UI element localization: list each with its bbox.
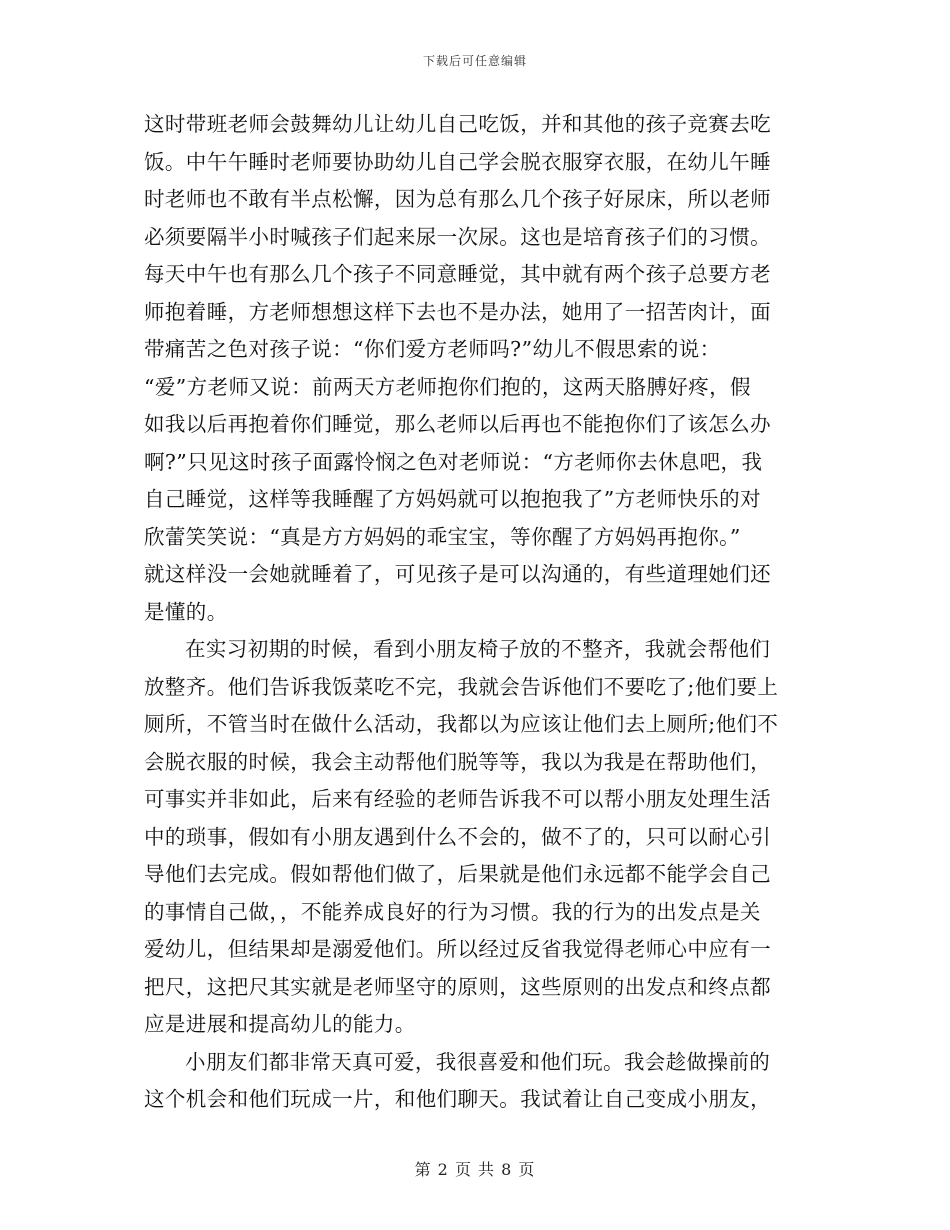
text-line: 如我以后再抱着你们睡觉，那么老师以后再也不能抱你们了该怎么办 xyxy=(144,412,771,436)
text-line: 放整齐。他们告诉我饭菜吃不完，我就会告诉他们不要吃了;他们要上 xyxy=(144,674,779,699)
text-line: 的事情自己做，，不能养成良好的行为习惯。我的行为的出发点是关 xyxy=(144,899,761,924)
text-line: 啊?”只见这时孩子面露怜悯之色对老师说：“方老师你去休息吧，我 xyxy=(144,449,763,474)
paragraph-start-line: 小朋友们都非常天真可爱，我很喜爱和他们玩。我会趁做操前的 xyxy=(185,1049,771,1074)
text-line: 把尺，这把尺其实就是老师坚守的原则，这些原则的出发点和终点都 xyxy=(144,974,771,999)
text-line: 时老师也不敢有半点松懈，因为总有那么几个孩子好尿床，所以老师 xyxy=(144,187,771,211)
text-line: 每天中午也有那么几个孩子不同意睡觉，其中就有两个孩子总要方老 xyxy=(144,262,771,286)
text-line: 这个机会和他们玩成一片，和他们聊天。我试着让自己变成小朋友， xyxy=(144,1087,771,1111)
page-header: 下载后可任意编辑 xyxy=(422,54,527,68)
text-line: 就这样没一会她就睡着了，可见孩子是可以沟通的，有些道理她们还 xyxy=(144,562,771,586)
document-body xyxy=(144,106,808,1119)
text-line: 饭。中午午睡时老师要协助幼儿自己学会脱衣服穿衣服，在幼儿午睡 xyxy=(144,149,771,174)
paragraph-start-line: 在实习初期的时候，看到小朋友椅子放的不整齐，我就会帮他们 xyxy=(185,637,771,661)
text-line: 应是进展和提高幼儿的能力。 xyxy=(144,1012,416,1036)
text-line: 自己睡觉，这样等我睡醒了方妈妈就可以抱抱我了”方老师快乐的对 xyxy=(144,487,761,511)
text-line: 这时带班老师会鼓舞幼儿让幼儿自己吃饭，并和其他的孩子竞赛去吃 xyxy=(144,112,771,136)
text-line: “爱”方老师又说：前两天方老师抱你们抱的，这两天胳膊好疼，假 xyxy=(144,374,751,399)
text-line: 中的琐事，假如有小朋友遇到什么不会的，做不了的，只可以耐心引 xyxy=(144,824,771,849)
text-line: 导他们去完成。假如帮他们做了，后果就是他们永远都不能学会自己 xyxy=(144,862,771,886)
text-line: 必须要隔半小时喊孩子们起来尿一次尿。这也是培育孩子们的习惯。 xyxy=(144,224,771,249)
text-line: 爱幼儿，但结果却是溺爱他们。所以经过反省我觉得老师心中应有一 xyxy=(144,937,771,961)
text-line: 师抱着睡，方老师想想这样下去也不是办法，她用了一招苦肉计，面 xyxy=(144,299,771,324)
text-line: 厕所，不管当时在做什么活动，我都以为应该让他们去上厕所;他们不 xyxy=(144,712,779,736)
text-line: 带痛苦之色对孩子说：“你们爱方老师吗?”幼儿不假思索的说： xyxy=(144,337,721,361)
text-line: 会脱衣服的时候，我会主动帮他们脱等等，我以为我是在帮助他们， xyxy=(144,749,771,774)
text-line: 可事实并非如此，后来有经验的老师告诉我不可以帮小朋友处理生活 xyxy=(144,787,771,811)
page-footer: 第 2 页 共 8 页 xyxy=(414,1160,536,1179)
text-line: 是懂的。 xyxy=(144,599,228,624)
text-line: 欣蕾笑笑说：“真是方方妈妈的乖宝宝，等你醒了方妈妈再抱你。” xyxy=(144,524,741,549)
